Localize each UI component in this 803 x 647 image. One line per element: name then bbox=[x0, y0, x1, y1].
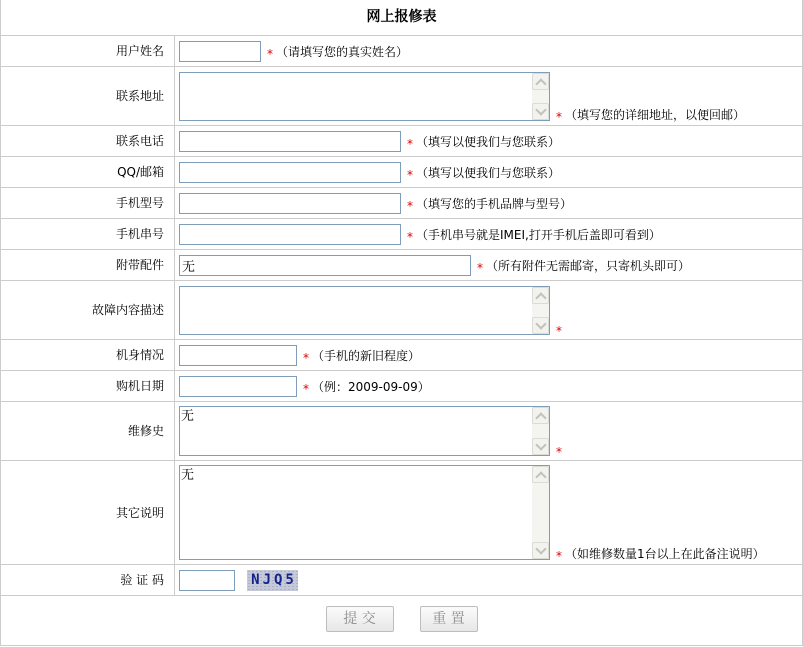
condition-hint: （手机的新旧程度） bbox=[312, 349, 421, 363]
row-accessories bbox=[1, 250, 802, 281]
repair-history-textarea-box bbox=[179, 406, 550, 456]
repair-history-textarea[interactable] bbox=[180, 407, 532, 455]
row-phone-model bbox=[1, 188, 802, 219]
scroll-down-arrow-icon[interactable] bbox=[532, 317, 549, 334]
scroll-down-arrow-icon[interactable] bbox=[532, 542, 549, 559]
row-purchase-date bbox=[1, 371, 802, 402]
other-notes-textarea-box bbox=[179, 465, 550, 560]
captcha-label: 验 证 码 bbox=[1, 565, 175, 595]
row-repair-history bbox=[1, 402, 802, 461]
repair-history-cell bbox=[175, 402, 802, 460]
phone-model-hint: （填写您的手机品牌与型号） bbox=[416, 197, 573, 211]
repair-history-required-mark: * bbox=[556, 445, 562, 459]
row-address bbox=[1, 67, 802, 126]
other-notes-scrollbar[interactable] bbox=[532, 466, 549, 559]
qq-email-cell bbox=[175, 157, 802, 187]
button-row bbox=[1, 596, 802, 646]
fault-description-textarea-box bbox=[179, 286, 550, 335]
qq-email-required-mark: * bbox=[407, 168, 413, 182]
row-imei bbox=[1, 219, 802, 250]
scroll-up-arrow-icon[interactable] bbox=[532, 287, 549, 304]
other-notes-required-mark: * bbox=[556, 549, 562, 563]
qq-email-hint: （填写以便我们与您联系） bbox=[416, 166, 561, 180]
row-qq-email bbox=[1, 157, 802, 188]
purchase-date-input[interactable] bbox=[179, 376, 297, 397]
submit-button[interactable]: 提 交 bbox=[326, 606, 394, 632]
phone-cell bbox=[175, 126, 802, 156]
fault-description-label: 故障内容描述 bbox=[1, 281, 175, 339]
other-notes-label: 其它说明 bbox=[1, 461, 175, 564]
row-phone bbox=[1, 126, 802, 157]
purchase-date-label: 购机日期 bbox=[1, 371, 175, 401]
row-condition bbox=[1, 340, 802, 371]
reset-button[interactable]: 重 置 bbox=[420, 606, 478, 632]
row-captcha bbox=[1, 565, 802, 596]
user-name-cell bbox=[175, 36, 802, 66]
other-notes-cell bbox=[175, 461, 802, 564]
address-scrollbar[interactable] bbox=[532, 73, 549, 120]
accessories-input[interactable] bbox=[179, 255, 471, 276]
address-hint: （填写您的详细地址，以便回邮） bbox=[565, 108, 746, 122]
accessories-required-mark: * bbox=[477, 261, 483, 275]
address-textarea[interactable] bbox=[180, 73, 532, 120]
condition-required-mark: * bbox=[303, 351, 309, 365]
other-notes-textarea[interactable] bbox=[180, 466, 532, 559]
address-required-mark: * bbox=[556, 110, 562, 124]
form-title: 网上报修表 bbox=[366, 8, 437, 25]
condition-label: 机身情况 bbox=[1, 340, 175, 370]
qq-email-label: QQ/邮箱 bbox=[1, 157, 175, 187]
scroll-down-arrow-icon[interactable] bbox=[532, 103, 549, 120]
user-name-required-mark: * bbox=[267, 47, 273, 61]
address-label: 联系地址 bbox=[1, 67, 175, 125]
phone-model-input[interactable] bbox=[179, 193, 401, 214]
phone-model-required-mark: * bbox=[407, 199, 413, 213]
purchase-date-hint: （例：2009-09-09） bbox=[312, 380, 430, 394]
imei-cell bbox=[175, 219, 802, 249]
fault-description-scrollbar[interactable] bbox=[532, 287, 549, 334]
phone-model-label: 手机型号 bbox=[1, 188, 175, 218]
address-textarea-box bbox=[179, 72, 550, 121]
accessories-label: 附带配件 bbox=[1, 250, 175, 280]
imei-hint: （手机串号就是IMEI,打开手机后盖即可看到） bbox=[416, 228, 661, 242]
other-notes-hint: （如维修数量1台以上在此备注说明） bbox=[565, 547, 765, 561]
phone-required-mark: * bbox=[407, 137, 413, 151]
accessories-hint: （所有附件无需邮寄，只寄机头即可） bbox=[486, 259, 691, 273]
repair-history-label: 维修史 bbox=[1, 402, 175, 460]
fault-description-textarea[interactable] bbox=[180, 287, 532, 334]
captcha-cell bbox=[175, 565, 802, 595]
user-name-hint: （请填写您的真实姓名） bbox=[276, 45, 409, 59]
purchase-date-required-mark: * bbox=[303, 382, 309, 396]
user-name-input[interactable] bbox=[179, 41, 261, 62]
imei-required-mark: * bbox=[407, 230, 413, 244]
phone-input[interactable] bbox=[179, 131, 401, 152]
scroll-up-arrow-icon[interactable] bbox=[532, 73, 549, 90]
scroll-up-arrow-icon[interactable] bbox=[532, 407, 549, 424]
row-fault-description bbox=[1, 281, 802, 340]
phone-hint: （填写以便我们与您联系） bbox=[416, 135, 561, 149]
phone-label: 联系电话 bbox=[1, 126, 175, 156]
address-cell bbox=[175, 67, 802, 125]
captcha-input[interactable] bbox=[179, 570, 235, 591]
imei-input[interactable] bbox=[179, 224, 401, 245]
scroll-up-arrow-icon[interactable] bbox=[532, 466, 549, 483]
row-user-name bbox=[1, 36, 802, 67]
fault-description-cell bbox=[175, 281, 802, 339]
qq-email-input[interactable] bbox=[179, 162, 401, 183]
repair-history-scrollbar[interactable] bbox=[532, 407, 549, 455]
accessories-cell bbox=[175, 250, 802, 280]
fault-description-required-mark: * bbox=[556, 324, 562, 338]
purchase-date-cell bbox=[175, 371, 802, 401]
condition-input[interactable] bbox=[179, 345, 297, 366]
imei-label: 手机串号 bbox=[1, 219, 175, 249]
form-title-row bbox=[1, 0, 802, 36]
user-name-label: 用户姓名 bbox=[1, 36, 175, 66]
row-other-notes bbox=[1, 461, 802, 565]
condition-cell bbox=[175, 340, 802, 370]
phone-model-cell bbox=[175, 188, 802, 218]
captcha-image: NJQ5 bbox=[247, 570, 298, 591]
scroll-down-arrow-icon[interactable] bbox=[532, 438, 549, 455]
